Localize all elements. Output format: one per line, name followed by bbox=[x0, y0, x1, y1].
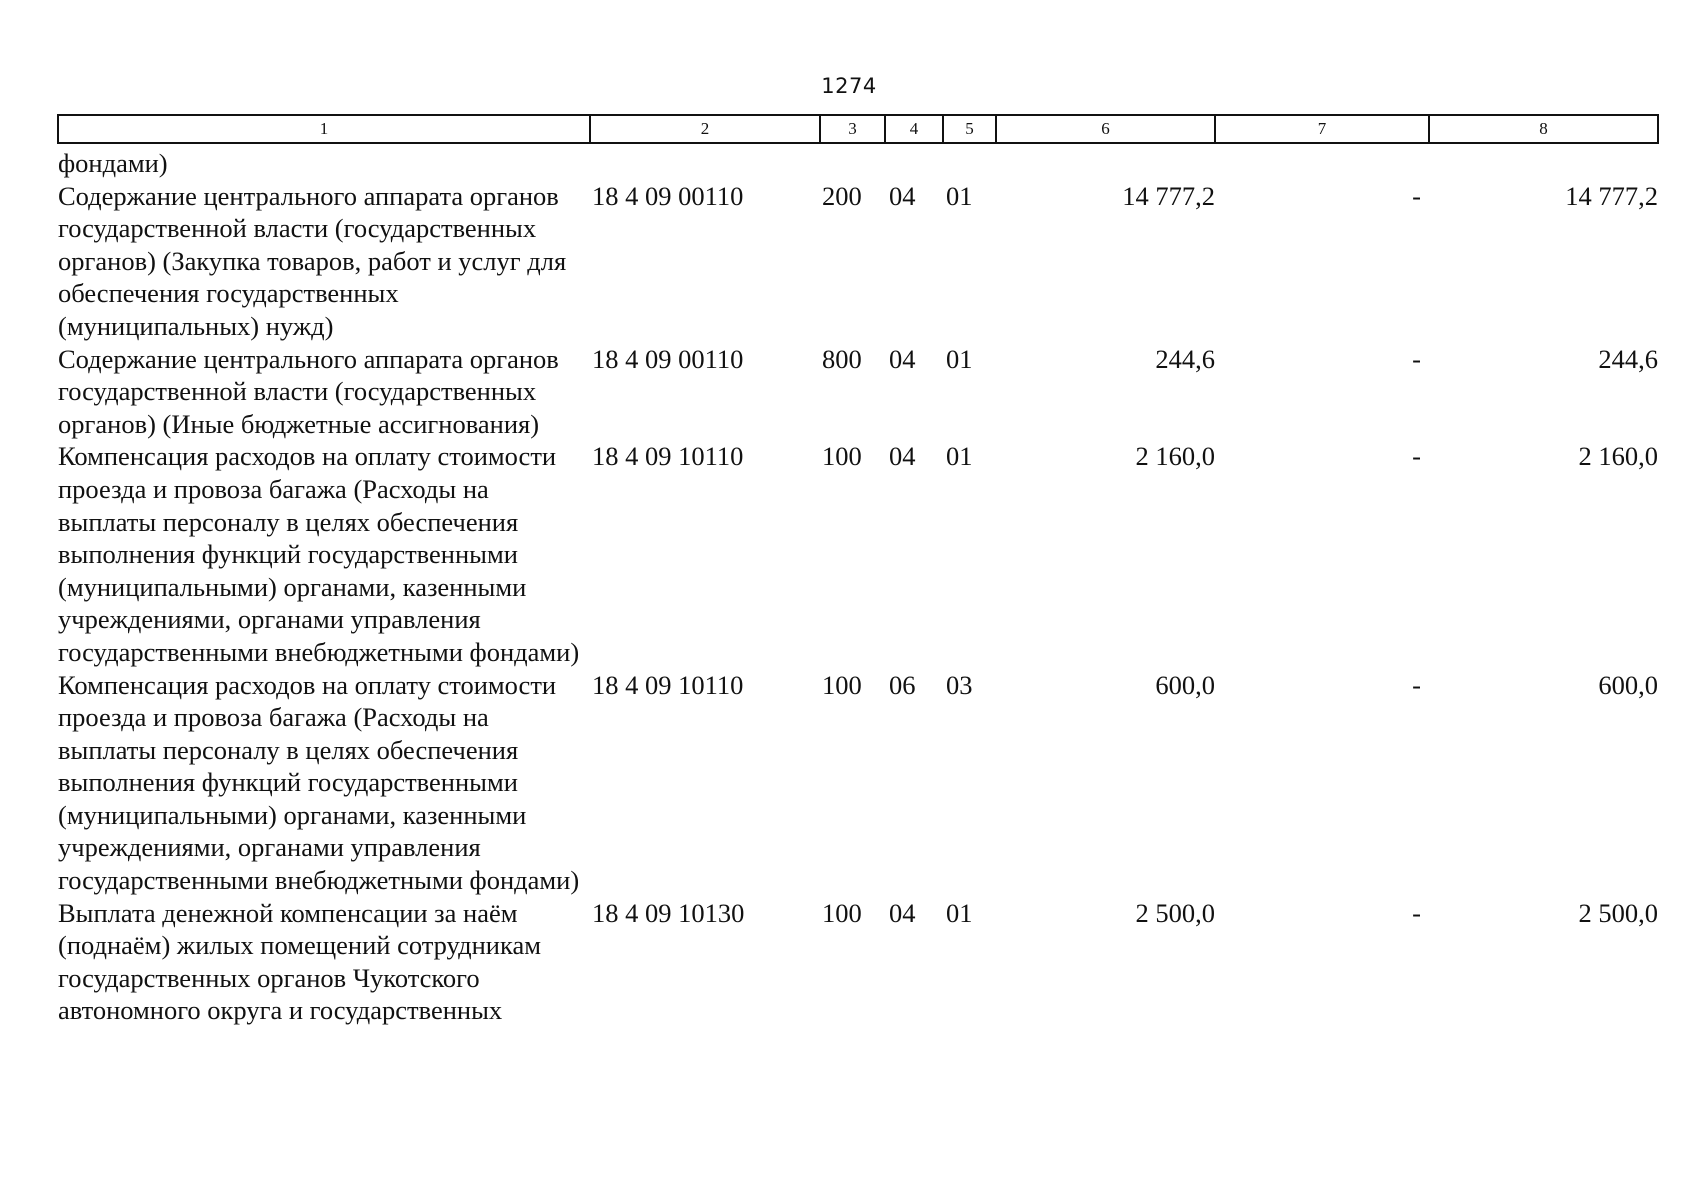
table-body bbox=[58, 143, 1658, 1027]
subsection-code: 03 bbox=[946, 669, 973, 700]
total-value: 2 500,0 bbox=[1578, 897, 1658, 928]
section-code: 06 bbox=[889, 669, 916, 700]
section-code: 04 bbox=[889, 441, 916, 472]
change-value: - bbox=[1412, 897, 1421, 928]
column-header: 8 bbox=[1429, 115, 1658, 143]
amount-value: 600,0 bbox=[1155, 669, 1215, 700]
target-article-code: 18 4 09 10130 bbox=[592, 897, 745, 928]
column-number-row bbox=[58, 115, 1658, 143]
expense-name: Содержание центрального аппарата органов государственной власти (государственных органов) (Закупка товаров, работ и услуг для обеспечения государственных (муниципальных) нужд) bbox=[58, 180, 567, 341]
continuation-text: фондами) bbox=[58, 148, 168, 178]
total-value: 2 160,0 bbox=[1578, 441, 1658, 472]
expense-name: Компенсация расходов на оплату стоимости проезда и провоза багажа (Расходы на выплаты персоналу в целях обеспечения выполнения функций государственными (муниципальными) органами, казенными учреждениями, органами управления государственными внебюджетными фондами) bbox=[58, 669, 580, 896]
table-row bbox=[58, 180, 1658, 343]
column-header: 3 bbox=[820, 115, 885, 143]
expense-name: Выплата денежной компенсации за наём (поднаём) жилых помещений сотрудникам государственных органов Чукотского автономного округа и государственных bbox=[58, 897, 541, 1026]
table-row bbox=[58, 897, 1658, 1027]
continuation-row bbox=[58, 143, 1658, 180]
page-number: 1274 bbox=[821, 74, 877, 98]
section-code: 04 bbox=[889, 180, 916, 211]
change-value: - bbox=[1412, 343, 1421, 374]
expense-type-code: 100 bbox=[822, 897, 862, 928]
change-value: - bbox=[1412, 441, 1421, 472]
subsection-code: 01 bbox=[946, 897, 973, 928]
amount-value: 14 777,2 bbox=[1122, 180, 1215, 211]
target-article-code: 18 4 09 10110 bbox=[592, 669, 744, 700]
column-header: 7 bbox=[1215, 115, 1429, 143]
change-value: - bbox=[1412, 180, 1421, 211]
table-row bbox=[58, 669, 1658, 897]
change-value: - bbox=[1412, 669, 1421, 700]
expense-type-code: 800 bbox=[822, 343, 862, 374]
target-article-code: 18 4 09 00110 bbox=[592, 180, 744, 211]
expense-name: Содержание центрального аппарата органов государственной власти (государственных органов) (Иные бюджетные ассигнования) bbox=[58, 343, 559, 439]
target-article-code: 18 4 09 10110 bbox=[592, 441, 744, 472]
table-row bbox=[58, 440, 1658, 668]
subsection-code: 01 bbox=[946, 180, 973, 211]
total-value: 14 777,2 bbox=[1565, 180, 1658, 211]
amount-value: 244,6 bbox=[1155, 343, 1215, 374]
table-row bbox=[58, 343, 1658, 441]
table-header bbox=[58, 115, 1658, 143]
column-header: 2 bbox=[590, 115, 820, 143]
column-header: 6 bbox=[996, 115, 1215, 143]
total-value: 244,6 bbox=[1598, 343, 1658, 374]
expense-name: Компенсация расходов на оплату стоимости проезда и провоза багажа (Расходы на выплаты персоналу в целях обеспечения выполнения функций государственными (муниципальными) органами, казенными учреждениями, органами управления государственными внебюджетными фондами) bbox=[58, 441, 580, 667]
column-header: 5 bbox=[943, 115, 996, 143]
expense-type-code: 100 bbox=[822, 441, 862, 472]
amount-value: 2 500,0 bbox=[1135, 897, 1215, 928]
column-header: 1 bbox=[58, 115, 590, 143]
amount-value: 2 160,0 bbox=[1135, 441, 1215, 472]
subsection-code: 01 bbox=[946, 343, 973, 374]
target-article-code: 18 4 09 00110 bbox=[592, 343, 744, 374]
section-code: 04 bbox=[889, 343, 916, 374]
section-code: 04 bbox=[889, 897, 916, 928]
budget-table bbox=[57, 114, 1659, 1027]
subsection-code: 01 bbox=[946, 441, 973, 472]
column-header: 4 bbox=[885, 115, 943, 143]
expense-type-code: 200 bbox=[822, 180, 862, 211]
total-value: 600,0 bbox=[1598, 669, 1658, 700]
expense-type-code: 100 bbox=[822, 669, 862, 700]
